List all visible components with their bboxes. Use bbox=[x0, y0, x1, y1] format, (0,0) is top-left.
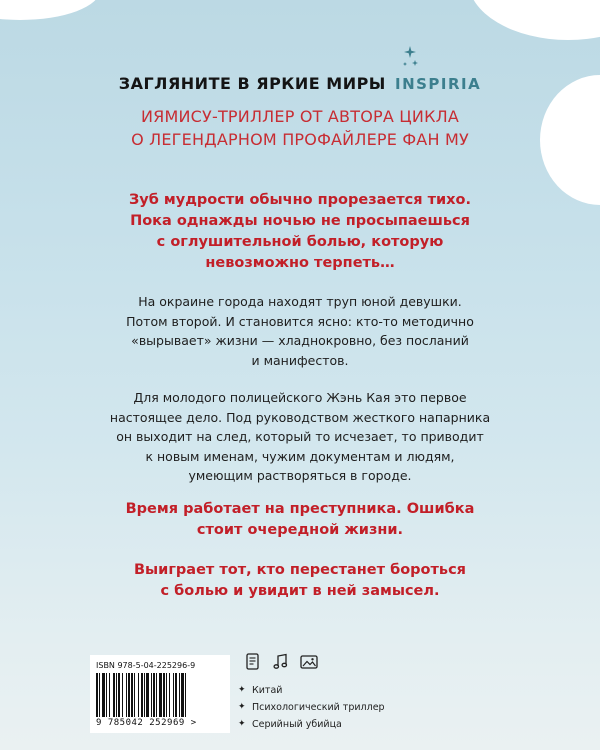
format-icons bbox=[243, 652, 323, 674]
barcode-bar bbox=[99, 673, 100, 717]
hook-line: невозможно терпеть… bbox=[205, 255, 395, 271]
hook-paragraph bbox=[0, 190, 600, 274]
barcode-bar bbox=[141, 673, 143, 717]
barcode-bar bbox=[118, 673, 120, 717]
synopsis-line: настоящее дело. Под руководством жесткого напарника bbox=[109, 409, 491, 425]
hook-line: Зуб мудрости обычно прорезается тихо. bbox=[128, 192, 472, 208]
synopsis-line: к новым именам, чужим документам и людям, bbox=[145, 448, 455, 464]
subtitle-line: ИЯМИСУ-ТРИЛЛЕР ОТ АВТОРА ЦИКЛА bbox=[141, 107, 459, 126]
synopsis-line: умеющим растворяться в городе. bbox=[188, 468, 412, 483]
closing-line: Выиграет тот, кто перестанет бороться bbox=[134, 562, 466, 578]
barcode-bar bbox=[166, 673, 167, 717]
barcode-bar bbox=[181, 673, 184, 717]
barcode-bar bbox=[122, 673, 123, 717]
sparkle-icon bbox=[400, 42, 420, 72]
barcode-bars bbox=[96, 673, 224, 717]
sparkle-bullet-icon: ✦ bbox=[238, 685, 246, 695]
ebook-icon bbox=[243, 652, 263, 672]
image-icon bbox=[299, 652, 319, 672]
warning-line: стоит очередной жизни. bbox=[196, 522, 404, 538]
slogan-text: ЗАГЛЯНИТЕ В ЯРКИЕ МИРЫ bbox=[118, 74, 386, 93]
barcode-bar bbox=[185, 673, 186, 717]
tag-item bbox=[238, 716, 385, 733]
barcode-bar bbox=[153, 673, 155, 717]
barcode-bar bbox=[156, 673, 157, 717]
barcode-panel bbox=[90, 655, 230, 733]
subtitle-line: О ЛЕГЕНДАРНОМ ПРОФАЙЛЕРЕ ФАН МУ bbox=[131, 130, 469, 149]
barcode-bar bbox=[96, 673, 98, 717]
tag-label: Китай bbox=[252, 685, 283, 696]
closing-paragraph bbox=[0, 560, 600, 602]
publisher-logo: INSPIRIA bbox=[394, 74, 482, 93]
synopsis-line: На окраине города находят труп юной девушки. bbox=[138, 294, 462, 309]
series-subtitle bbox=[0, 105, 600, 151]
barcode-bar bbox=[175, 673, 177, 717]
sparkle-bullet-icon: ✦ bbox=[238, 719, 246, 729]
barcode-bar bbox=[138, 673, 139, 717]
barcode-bar bbox=[179, 673, 180, 717]
tag-label: Серийный убийца bbox=[252, 719, 342, 730]
tag-item bbox=[238, 682, 385, 699]
synopsis-line: Потом второй. И становится ясно: кто-то методично bbox=[126, 313, 474, 329]
isbn-text: ISBN 978-5-04-225296-9 bbox=[96, 661, 196, 670]
synopsis-line: Для молодого полицейского Жэнь Кая это первое bbox=[133, 390, 467, 405]
genre-tags bbox=[238, 682, 385, 733]
barcode-number: 9 785042 252969 > bbox=[96, 718, 197, 728]
publisher-slogan bbox=[0, 73, 600, 93]
synopsis-line: и манифестов. bbox=[251, 352, 349, 368]
barcode-bar bbox=[151, 673, 152, 717]
closing-line: с болью и увидит в ней замысел. bbox=[160, 583, 440, 599]
tag-item bbox=[238, 699, 385, 716]
synopsis-paragraph-2 bbox=[0, 388, 600, 486]
audiobook-icon bbox=[271, 652, 291, 672]
barcode-bar bbox=[131, 673, 133, 717]
barcode-bar bbox=[126, 673, 127, 717]
synopsis-paragraph-1 bbox=[0, 292, 600, 370]
barcode-bar bbox=[102, 673, 105, 717]
sparkle-bullet-icon: ✦ bbox=[238, 702, 246, 712]
hook-line: Пока однажды ночью не просыпаешься bbox=[130, 213, 470, 229]
barcode-bar bbox=[109, 673, 110, 717]
barcode-bar bbox=[116, 673, 117, 717]
synopsis-line: он выходит на след, который то исчезает, то приводит bbox=[116, 429, 484, 444]
barcode-bar bbox=[163, 673, 165, 717]
barcode-bar bbox=[106, 673, 107, 717]
barcode-bar bbox=[169, 673, 170, 717]
barcode-bar bbox=[128, 673, 130, 717]
barcode-bar bbox=[113, 673, 115, 717]
tag-label: Психологический триллер bbox=[252, 702, 385, 713]
synopsis-line: «вырывает» жизни — хладнокровно, без посланий bbox=[131, 333, 469, 348]
barcode-bar bbox=[134, 673, 135, 717]
barcode-bar bbox=[159, 673, 162, 717]
hook-line: с оглушительной болью, которую bbox=[156, 234, 444, 250]
warning-line: Время работает на преступника. Ошибка bbox=[125, 501, 475, 517]
barcode-bar bbox=[173, 673, 174, 717]
warning-paragraph bbox=[0, 499, 600, 541]
barcode-bar bbox=[146, 673, 149, 717]
barcode-bar bbox=[144, 673, 145, 717]
